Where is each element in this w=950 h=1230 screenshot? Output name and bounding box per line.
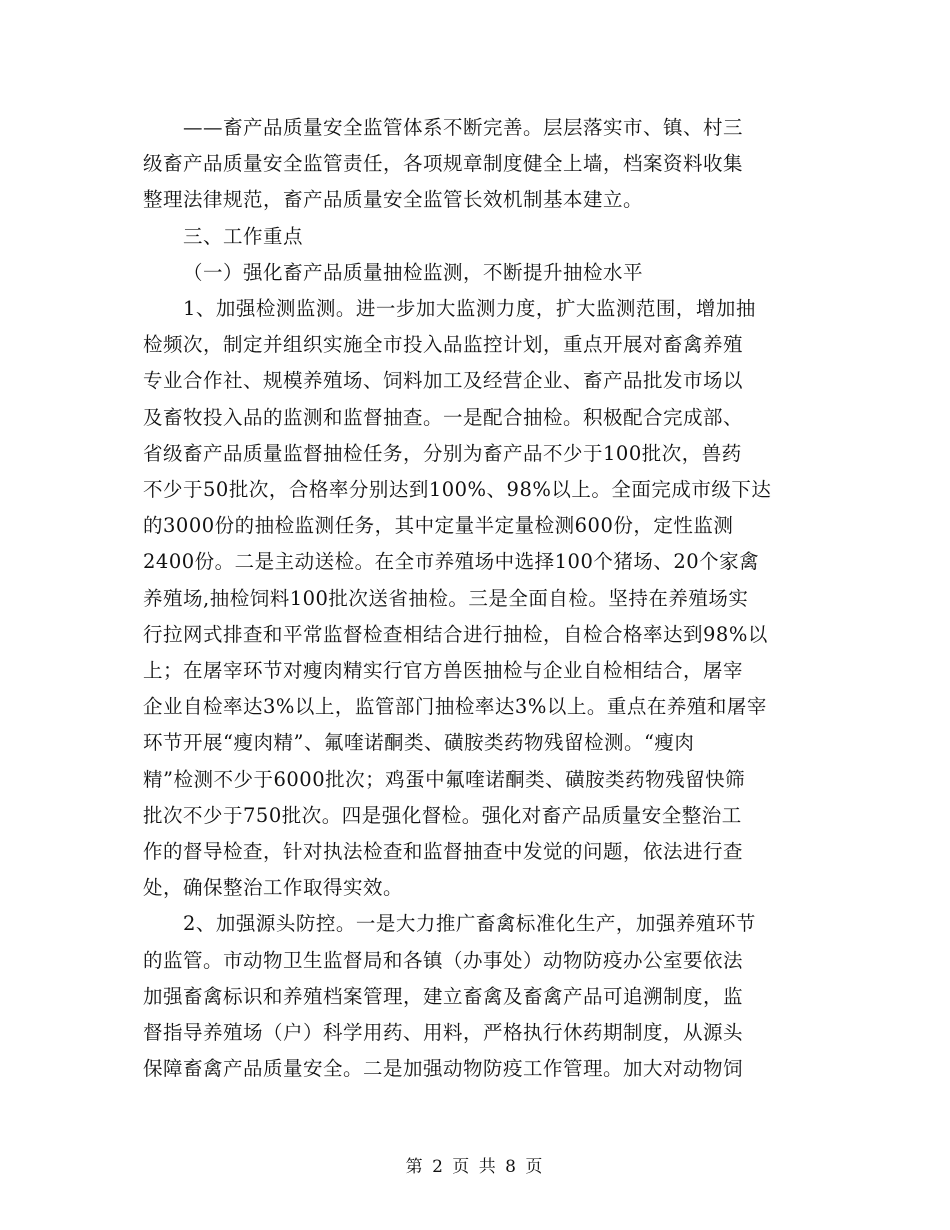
text-line: 作的督导检查，针对执法检查和监督抽查中发觉的问题，依法进行查 — [143, 840, 744, 864]
text-line: 整理法律规范，畜产品质量安全监管长效机制基本建立。 — [143, 188, 644, 212]
text-line: 保障畜禽产品质量安全。二是加强动物防疫工作管理。加大对动物饲 — [143, 1057, 744, 1081]
text-line: 处，确保整治工作取得实效。 — [143, 876, 404, 900]
text-line: 的3000份的抽检监测任务，其中定量半定量检测600份，定性监测 — [143, 514, 734, 538]
text-line: 行拉网式排查和平常监督检查相结合进行抽检，自检合格率达到98%以 — [143, 622, 768, 646]
text-line: 2400份。二是主动送检。在全市养殖场中选择100个猪场、20个家禽 — [143, 550, 760, 574]
text-line: 级畜产品质量安全监管责任，各项规章制度健全上墙，档案资料收集 — [143, 152, 744, 176]
section-heading: 三、工作重点 — [183, 224, 304, 248]
text-line: 养殖场,抽检饲料100批次送省抽检。三是全面自检。坚持在养殖场实 — [143, 586, 749, 610]
text-line: 检频次，制定并组织实施全市投入品监控计划，重点开展对畜禽养殖 — [143, 333, 744, 357]
subsection-heading: （一）强化畜产品质量抽检监测，不断提升抽检水平 — [183, 260, 644, 284]
section-heading-work-focus — [143, 219, 808, 255]
text-line: 1、加强检测监测。进一步加大监测力度，扩大监测范围，增加抽 — [183, 297, 756, 321]
text-line: 精”检测不少于6000批次；鸡蛋中氟喹诺酮类、磺胺类药物残留快筛 — [143, 767, 746, 791]
text-line: 的监管。市动物卫生监督局和各镇（办事处）动物防疫办公室要依法 — [143, 948, 744, 972]
text-line: 督指导养殖场（户）科学用药、用料，严格执行休药期制度，从源头 — [143, 1021, 744, 1045]
text-line: 加强畜禽标识和养殖档案管理，建立畜禽及畜禽产品可追溯制度，监 — [143, 984, 744, 1008]
text-line: 2、加强源头防控。一是大力推广畜禽标准化生产，加强养殖环节 — [183, 912, 756, 936]
text-line: 批次不少于750批次。四是强化督检。强化对畜产品质量安全整治工 — [143, 803, 742, 827]
total-page-count: 8 — [505, 1157, 518, 1177]
text-line: 企业自检率达3%以上，监管部门抽检率达3%以上。重点在养殖和屠宰 — [143, 695, 767, 719]
text-line: 省级畜产品质量监督抽检任务，分别为畜产品不少于100批次，兽药 — [143, 441, 742, 465]
text-line: 环节开展“瘦肉精”、氟喹诺酮类、磺胺类药物残留检测。“瘦肉 — [143, 731, 695, 755]
text-line: 不少于50批次，合格率分别达到100%、98%以上。全面完成市级下达 — [143, 478, 772, 502]
current-page-number: 2 — [432, 1157, 445, 1177]
paragraph-supervision-system — [143, 110, 808, 219]
footer-prefix: 第 — [405, 1157, 425, 1177]
text-line: 上；在屠宰环节对瘦肉精实行官方兽医抽检与企业自检相结合，屠宰 — [143, 659, 744, 683]
footer-suffix: 页 — [525, 1157, 545, 1177]
page-footer — [0, 1152, 950, 1177]
subsection-heading-sampling — [143, 255, 808, 291]
text-line: 及畜牧投入品的监测和监督抽查。一是配合抽检。积极配合完成部、 — [143, 405, 744, 429]
paragraph-testing-monitoring — [143, 291, 808, 906]
footer-middle: 页 共 — [452, 1157, 498, 1177]
paragraph-source-control — [143, 906, 808, 1087]
document-body — [143, 110, 808, 1087]
text-line: ——畜产品质量安全监管体系不断完善。层层落实市、镇、村三 — [183, 116, 744, 139]
text-line: 专业合作社、规模养殖场、饲料加工及经营企业、畜产品批发市场以 — [143, 369, 744, 393]
